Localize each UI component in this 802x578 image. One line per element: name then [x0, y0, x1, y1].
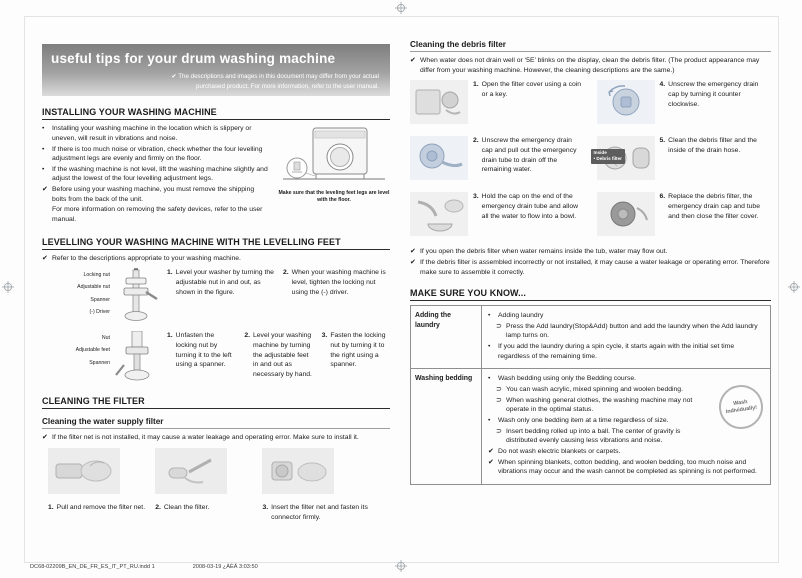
bullet-marker: •	[42, 125, 45, 133]
left-column	[42, 44, 390, 522]
debris-photo-4	[597, 80, 655, 129]
bullet-text: If there is too much noise or vibration, check whether the four levelling adjustment legs are evenly and firmly on the floor.	[52, 145, 263, 163]
bullet-item	[488, 311, 764, 321]
step-number: 2.	[283, 269, 289, 277]
page-title: useful tips for your drum washing machine	[51, 51, 336, 66]
filter-photo-2	[155, 448, 252, 499]
step-number: 3.	[473, 193, 479, 201]
levelling-intro-text: Refer to the descriptions appropriate to your washing machine.	[52, 254, 241, 262]
label-adjustable-nut: Adjustable nut	[77, 284, 110, 291]
label-spannen: Spannen	[89, 359, 110, 366]
bullet-item	[42, 124, 270, 143]
debris-photo-5	[593, 136, 655, 185]
bullet-text: You can wash acrylic, mixed spinning and woolen bedding.	[506, 386, 683, 394]
debris-intro	[410, 56, 771, 75]
filter-step-cell	[48, 448, 145, 522]
water-supply-filter-steps	[42, 448, 390, 522]
step-item	[473, 136, 585, 185]
page-banner	[42, 44, 390, 96]
step-text: Pull and remove the filter net.	[56, 503, 146, 511]
make-sure-heading: MAKE SURE YOU KNOW...	[410, 288, 771, 301]
step-number: 2.	[244, 332, 250, 340]
bullet-item	[488, 458, 764, 477]
checkmark-marker: ✔	[488, 458, 494, 466]
step-text: Unscrew the emergency drain cap and pull out the emergency drain tube to drain off the remaining water.	[481, 137, 577, 174]
bullet-item	[496, 427, 710, 446]
registration-mark-top	[395, 2, 407, 14]
step-item	[660, 192, 772, 241]
bullet-text: When spinning blankets, cotton bedding, and woolen bedding, too much noise and vibrations may occur and the wash cannot be completed as spinning is not performed.	[498, 458, 757, 476]
bullet-text: If you add the laundry during a spin cycle, it starts again with the initial set time regardless of the remaining time.	[498, 343, 735, 360]
bullet-marker: •	[488, 416, 491, 424]
bullet-text: For more information on removing the safety devices, refer to the user manual.	[52, 206, 263, 223]
cleaning-filter-heading: CLEANING THE FILTER	[42, 396, 390, 409]
table-row	[411, 306, 770, 369]
step-number: 6.	[659, 193, 666, 201]
bullet-text: Insert bedding rolled up into a ball. The center of gravity is distributed evenly causing less vibrations and noise.	[506, 427, 681, 445]
step-item	[262, 503, 384, 522]
row-content	[482, 306, 770, 368]
intro-text: When water does not drain well or ‘5E’ blinks on the display, clean the debris filter. (The product appearance may differ from your washing machine. However, the cleaning descriptions are the same.)	[420, 57, 760, 74]
step-text: When your washing machine is level, tighten the locking nut using the (-) driver.	[291, 269, 386, 296]
bullet-item	[42, 185, 270, 204]
debris-step-cell	[410, 136, 585, 185]
open-cover-illustration	[410, 80, 468, 124]
debris-photo-1	[410, 80, 468, 129]
step-text: Clean the filter.	[163, 503, 210, 511]
bullet-text: Before using your washing machine, you must remove the shipping bolts from the back of the unit.	[52, 186, 255, 203]
filter-photo-3	[262, 448, 384, 499]
debris-step-cell	[597, 80, 772, 129]
debris-label-text: • Debris filter	[593, 156, 622, 162]
debris-step-cell	[410, 192, 585, 241]
levelling-diagram-2	[42, 331, 158, 385]
sub-bullet-marker: ⊃	[496, 386, 502, 394]
banner-note	[51, 72, 381, 91]
inside-label-text: Inside	[593, 150, 607, 156]
clean-filter-illustration	[155, 448, 227, 494]
step-text: Unscrew the emergency drain cap by turning it counter clockwise.	[668, 81, 759, 108]
step-text: Hold the cap on the end of the emergency drain tube and allow all the water to flow into a bowl.	[481, 193, 579, 220]
step-item	[473, 192, 585, 241]
debris-photo-3	[410, 192, 468, 241]
debris-filter-heading: Cleaning the debris filter	[410, 40, 771, 52]
step-text: Clean the debris filter and the inside of the drain hose.	[668, 137, 757, 154]
levelling-intro	[42, 254, 390, 264]
step-number: 1.	[48, 503, 54, 511]
label-driver: (-) Driver	[89, 308, 110, 315]
debris-step-cell	[410, 80, 585, 129]
bullet-marker: •	[42, 145, 45, 153]
bullet-item	[496, 385, 710, 395]
step-item	[244, 331, 312, 385]
footer-timestamp: 2008-03-19 ¿ÀÈÄ 3:03:50	[192, 564, 258, 570]
bullet-item	[496, 396, 710, 415]
washing-machine-figure	[278, 124, 390, 204]
step-item	[660, 136, 772, 185]
water-supply-filter-heading: Cleaning the water supply filter	[42, 417, 390, 429]
levelling-row-1	[42, 268, 390, 322]
registration-mark-bottom	[395, 560, 407, 572]
step-text: Insert the filter net and fasten its connector firmly.	[271, 503, 368, 521]
bullet-item	[488, 447, 764, 457]
step-number: 2.	[473, 137, 479, 145]
bullet-item	[488, 342, 764, 361]
checkmark-marker: ✔	[42, 254, 48, 262]
debris-note-1	[410, 247, 771, 257]
unscrew-counter-clockwise-illustration	[597, 80, 655, 124]
sub-bullet-marker: ⊃	[496, 427, 502, 435]
installing-heading: INSTALLING YOUR WASHING MACHINE	[42, 107, 390, 120]
unscrew-drain-cap-illustration	[410, 136, 468, 180]
levelling-row-2	[42, 331, 390, 385]
diagram-labels	[42, 268, 110, 322]
debris-filter-label	[591, 149, 625, 163]
step-number: 4.	[659, 81, 666, 89]
debris-step-cell	[593, 136, 772, 185]
note-text: If you open the debris filter when water remains inside the tub, water may flow out.	[420, 248, 668, 256]
debris-step-cell	[597, 192, 772, 241]
bullet-marker: •	[488, 375, 491, 383]
installing-bullets	[42, 124, 270, 225]
step-text: Unfasten the locking nut by turning it to the left using a spanner.	[175, 332, 232, 369]
step-number: 1.	[167, 332, 173, 340]
insert-filter-net-illustration	[262, 448, 334, 494]
bullet-item	[488, 374, 710, 384]
washing-machine-illustration	[279, 124, 389, 184]
step-item	[167, 268, 274, 322]
intro-text: If the filter net is not installed, it may cause a water leakage and operating error. Make sure to install it.	[52, 434, 359, 442]
levelling-diagram-1	[42, 268, 158, 322]
step-text: Fasten the locking nut by turning it to the right using a spanner.	[330, 332, 386, 369]
bullet-marker: •	[488, 312, 491, 320]
label-nut: Nut	[101, 335, 110, 342]
checkmark-marker: ✔	[410, 248, 416, 256]
step-text: Level your washer by turning the adjustable nut in and out, as shown in the figure.	[175, 269, 274, 296]
pull-filter-net-illustration	[48, 448, 120, 494]
bullet-text: When washing general clothes, the washing machine may not operate in the optimal status.	[506, 396, 693, 414]
bullet-item	[42, 165, 270, 184]
bullet-item	[42, 145, 270, 164]
drain-into-bowl-illustration	[410, 192, 468, 236]
debris-note-2	[410, 258, 771, 277]
sub-bullet-marker: ⊃	[496, 396, 502, 404]
bullet-text: Wash only one bedding item at a time regardless of size.	[498, 416, 669, 424]
make-sure-table	[410, 305, 771, 485]
row-content	[482, 369, 770, 483]
banner-note-line-1: ✔ The descriptions and images in this document may differ from your actual	[171, 73, 379, 80]
checkmark-marker: ✔	[42, 186, 48, 194]
right-column	[410, 40, 771, 485]
debris-photo-2	[410, 136, 468, 185]
step-item	[660, 80, 772, 129]
row-label-adding-laundry: Adding the laundry	[411, 306, 482, 368]
step-item	[48, 503, 145, 513]
checkmark-marker: ✔	[410, 258, 416, 266]
water-supply-filter-intro	[42, 433, 390, 443]
print-footer	[30, 564, 258, 570]
step-text: Open the filter cover using a coin or a key.	[481, 81, 582, 98]
bullet-item	[42, 205, 270, 224]
wash-individually-stamp: Wash individually!	[716, 383, 766, 433]
sub-bullet-marker: ⊃	[496, 322, 502, 330]
bullet-item	[488, 416, 710, 426]
step-item	[473, 80, 585, 129]
bullet-text: If the washing machine is not level, lift the washing machine slightly and adjust the lowest of the four levelling adjustment legs.	[52, 165, 268, 183]
step-number: 1.	[167, 269, 173, 277]
step-item	[155, 503, 252, 513]
debris-steps-grid	[410, 80, 771, 241]
replace-filter-illustration	[597, 192, 655, 236]
washing-machine-caption: Make sure that the leveling feet legs are level with the floor.	[278, 190, 390, 204]
filter-step-cell	[155, 448, 252, 522]
bullet-text: Installing your washing machine in the location which is slippery or uneven, will result in vibrations and noise.	[52, 125, 252, 142]
debris-photo-6	[597, 192, 655, 241]
banner-note-line-2: purchased product. For more information, refer to the user manual.	[196, 82, 379, 90]
step-text: Replace the debris filter, the emergency drain cap and tube and then close the filter cover.	[668, 193, 760, 220]
step-number: 5.	[659, 137, 666, 145]
step-number: 3.	[321, 332, 328, 340]
bullet-marker: •	[488, 343, 491, 351]
step-text: Level your washing machine by turning the adjustable feet in and out as necessary by hand.	[253, 332, 312, 378]
checkmark-marker: ✔	[488, 447, 494, 455]
levelling-heading: LEVELLING YOUR WASHING MACHINE WITH THE LEVELLING FEET	[42, 237, 390, 250]
bullet-text: Wash bedding using only the Bedding course.	[498, 375, 637, 383]
bullet-text: Adding laundry	[498, 312, 544, 320]
registration-mark-left	[2, 281, 14, 293]
step-item	[167, 331, 235, 385]
levelling-leg-illustration	[114, 268, 158, 322]
bullet-marker: •	[42, 165, 45, 173]
checkmark-marker: ✔	[42, 434, 48, 442]
label-locking-nut: Locking nut	[83, 272, 110, 279]
step-number: 1.	[473, 81, 479, 89]
installing-content	[42, 124, 390, 225]
bullet-text: Press the Add laundry(Stop&Add) button and add the laundry when the Add laundry lamp turns on.	[506, 322, 758, 340]
bullet-item	[496, 322, 764, 341]
step-number: 3.	[262, 503, 269, 511]
step-item	[283, 268, 390, 322]
checkmark-marker: ✔	[410, 57, 416, 64]
filter-photo-1	[48, 448, 145, 499]
filter-step-cell	[262, 448, 384, 522]
note-text: If the debris filter is assembled incorrectly or not installed, it may cause a water leakage or operating error. Therefore make sure to assemble it correctly.	[420, 258, 770, 276]
label-spanner: Spanner	[90, 296, 110, 303]
step-number: 2.	[155, 503, 161, 511]
row-label-washing-bedding: Washing bedding	[411, 369, 482, 483]
label-adjustable-feet: Adjustable feet	[75, 347, 110, 354]
footer-filename: DC68-02209B_EN_DE_FR_ES_IT_PT_RU.indd 1	[30, 564, 155, 570]
bullet-text: Do not wash electric blankets or carpets.	[498, 447, 621, 455]
diagram-labels	[42, 331, 110, 385]
table-row	[411, 369, 770, 483]
levelling-foot-illustration	[114, 331, 158, 385]
step-item	[322, 331, 390, 385]
registration-mark-right	[788, 281, 800, 293]
